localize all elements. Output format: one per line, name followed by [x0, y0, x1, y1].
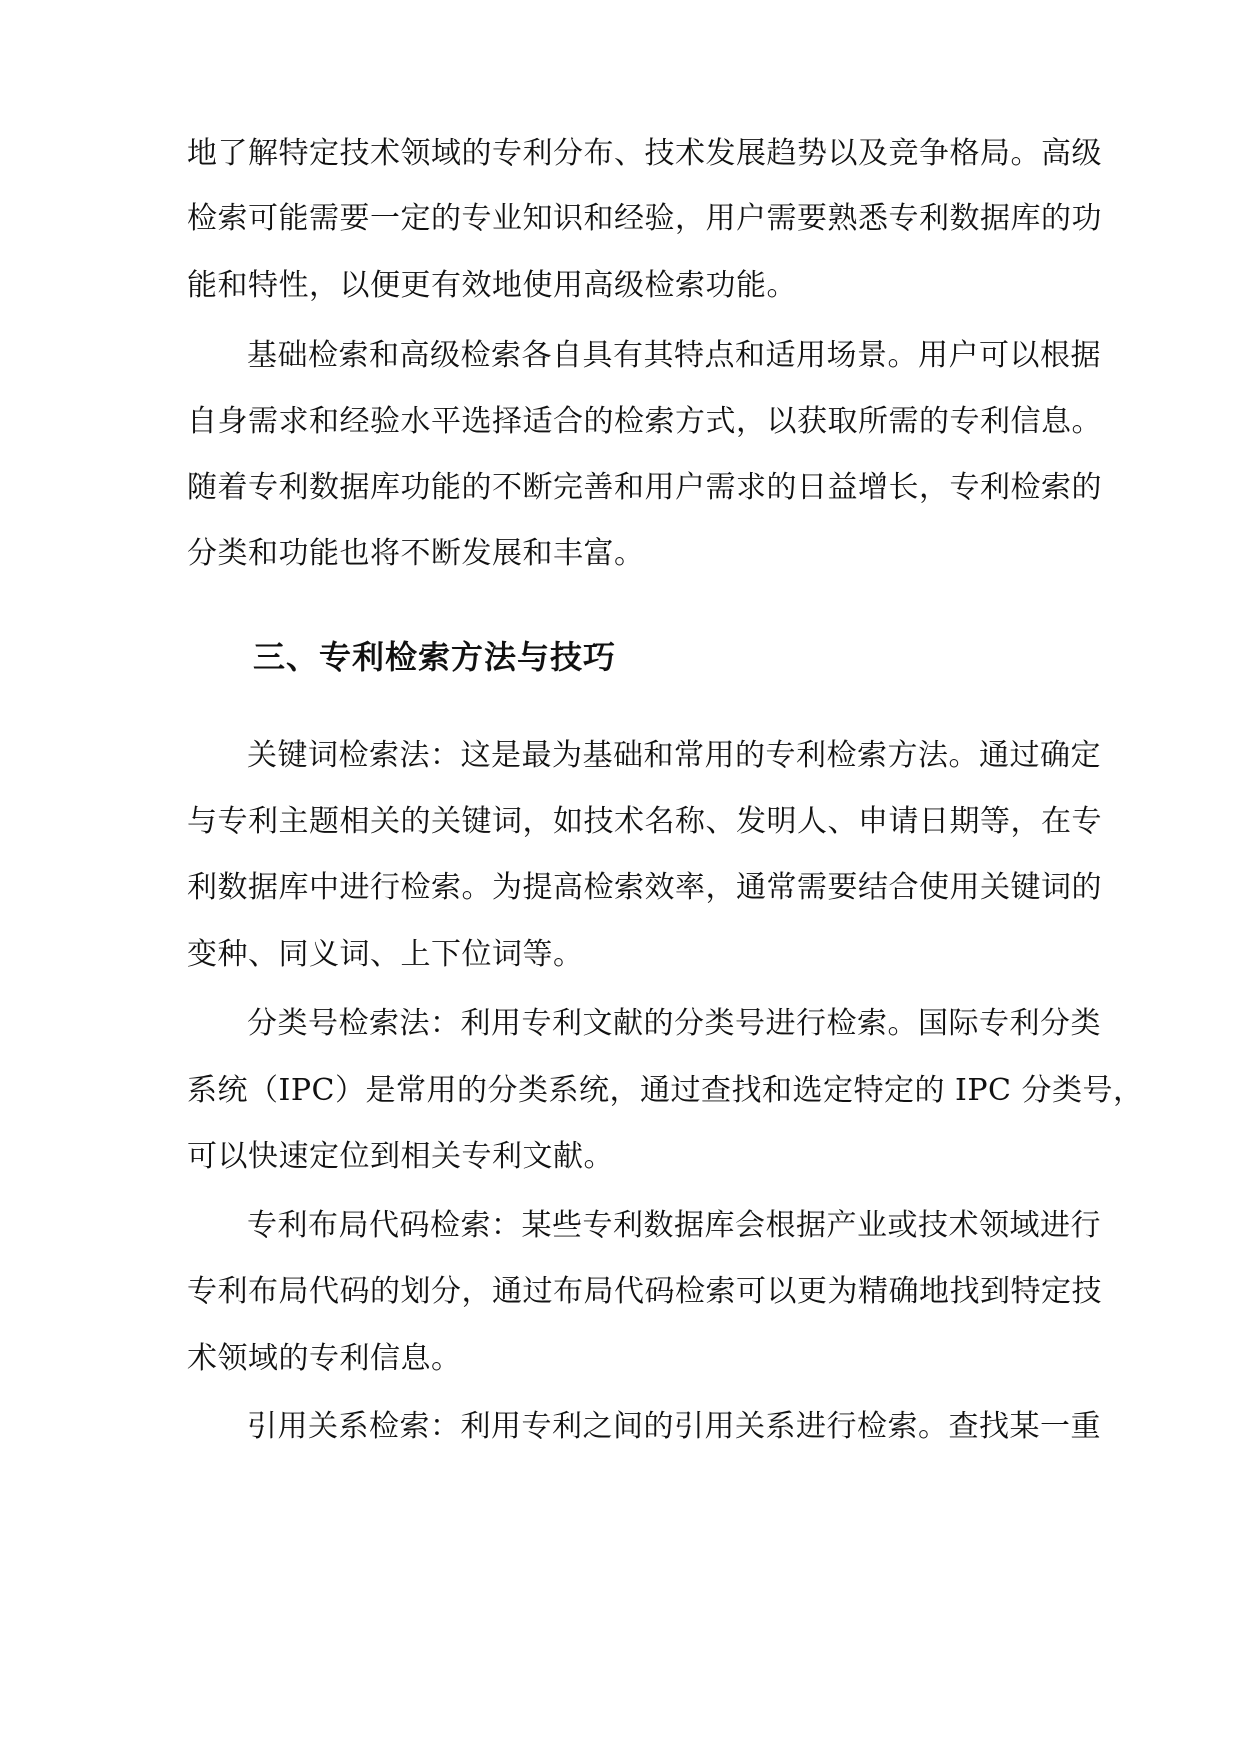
paragraph-3-line-4: 变种、同义词、上下位词等。	[187, 937, 584, 972]
paragraph-4-line-2: 系统（IPC）是常用的分类系统，通过查找和选定特定的 IPC 分类号，	[187, 1073, 1144, 1108]
paragraph-1-line-2: 检索可能需要一定的专业知识和经验，用户需要熟悉专利数据库的功	[187, 201, 1102, 236]
section-heading: 三、专利检索方法与技巧	[253, 638, 617, 676]
paragraph-2-line-1: 基础检索和高级检索各自具有其特点和适用场景。用户可以根据	[247, 338, 1101, 373]
paragraph-6-line-1: 引用关系检索：利用专利之间的引用关系进行检索。查找某一重	[247, 1409, 1101, 1444]
paragraph-5-line-2: 专利布局代码的划分，通过布局代码检索可以更为精确地找到特定技	[187, 1274, 1102, 1309]
paragraph-1-line-3: 能和特性，以便更有效地使用高级检索功能。	[187, 268, 797, 303]
paragraph-4-line-3: 可以快速定位到相关专利文献。	[187, 1139, 614, 1174]
paragraph-3-line-1: 关键词检索法：这是最为基础和常用的专利检索方法。通过确定	[247, 738, 1101, 773]
paragraph-4-line-1: 分类号检索法：利用专利文献的分类号进行检索。国际专利分类	[247, 1006, 1101, 1041]
paragraph-2-line-4: 分类和功能也将不断发展和丰富。	[187, 536, 645, 571]
paragraph-2-line-2: 自身需求和经验水平选择适合的检索方式，以获取所需的专利信息。	[187, 404, 1102, 439]
paragraph-2-line-3: 随着专利数据库功能的不断完善和用户需求的日益增长，专利检索的	[187, 470, 1102, 505]
paragraph-5-line-3: 术领域的专利信息。	[187, 1341, 462, 1376]
paragraph-1-line-1: 地了解特定技术领域的专利分布、技术发展趋势以及竞争格局。高级	[187, 136, 1102, 171]
paragraph-3-line-2: 与专利主题相关的关键词，如技术名称、发明人、申请日期等，在专	[187, 804, 1102, 839]
paragraph-5-line-1: 专利布局代码检索：某些专利数据库会根据产业或技术领域进行	[247, 1208, 1101, 1243]
paragraph-3-line-3: 利数据库中进行检索。为提高检索效率，通常需要结合使用关键词的	[187, 870, 1102, 905]
